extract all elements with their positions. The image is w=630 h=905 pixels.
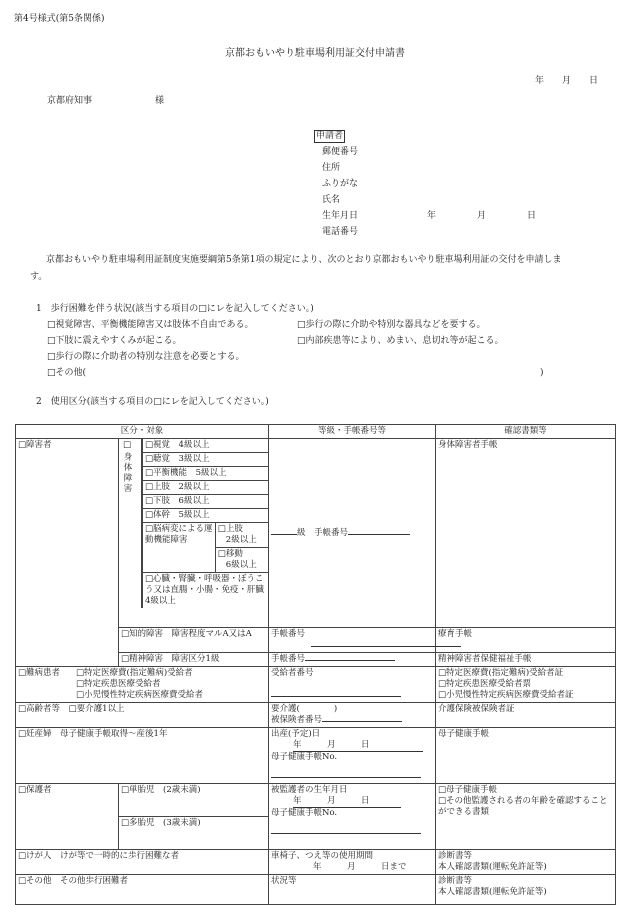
usage-period-label: 車椅子、つえ等の使用期間 [271,851,374,861]
intro-line-2: す。 [30,272,48,282]
furigana-label: ふりがな [322,179,359,189]
physical-doc: 身体障害者手帳 [436,439,616,628]
birth-year: 年 [427,211,437,221]
intractable-item-2[interactable]: □特定疾患医療受給者 [76,679,161,689]
intellectual-checkbox[interactable]: □知的障害 障害程度マルA又はA [119,628,269,653]
brain-upper-checkbox[interactable]: □上肢 [217,524,243,534]
upper-limb-checkbox[interactable]: □上肢 [145,482,171,492]
balance-checkbox[interactable]: □平衡機能 [145,468,188,478]
guardian-handbook-no[interactable]: 母子健康手帳No. [271,808,338,818]
physical-disability-table [142,439,273,608]
intellectual-number[interactable]: 手帳番号 [271,629,306,639]
physical-disability-checkbox[interactable]: □身体障害 [122,440,132,494]
elderly-checkbox[interactable]: □高齢者等 [18,704,61,714]
brain-upper-grade: 2級以上 [225,535,257,545]
brain-move-grade: 6級以上 [225,560,257,570]
applicant-label: 申請者 [316,131,344,141]
intro-line-1: 京都おもいやり駐車場利用証制度実施要綱第5条第1項の規定により、次のとおり京都おもいやり駐車場利用証の交付を申請しま [46,255,562,265]
balance-grade: 5級以上 [195,468,227,478]
other-doc-2: 本人確認書類(運転免許証等) [438,887,547,897]
organ-checkbox[interactable]: □心臓・腎臓・呼吸器・ぼうこう又は直腸・小腸・免疫・肝臓 4級以上 [143,573,269,609]
postal-code-label: 郵便番号 [322,147,359,157]
brain-move-checkbox[interactable]: □移動 [217,549,243,559]
other-doc-1: 診断書等 [438,876,473,886]
intractable-doc-3[interactable]: □小児慢性特定疾病医療費受給者証 [438,690,574,700]
child-birth-field[interactable]: 年 月 日 [293,796,401,808]
mental-doc: 精神障害者保健福祉手帳 [436,653,616,667]
header-grade: 等級・手帳番号等 [269,425,436,439]
single-birth-checkbox[interactable]: □単胎児 (2歳未満) [119,784,269,817]
header-category: 区分・対象 [16,425,269,439]
multiple-birth-checkbox[interactable]: □多胎児 (3歳未満) [119,817,269,850]
birthdate-label: 生年月日 [322,211,359,221]
trunk-grade: 5級以上 [178,510,210,520]
mental-number[interactable]: 手帳番号 [271,654,306,664]
usage-category-table [15,424,616,905]
maternal-handbook-no[interactable]: 母子健康手帳No. [271,752,338,762]
care-level-field[interactable]: 要介護( ) [271,704,338,714]
guardian-doc-1[interactable]: □母子健康手帳 [438,785,498,795]
addressee-honorific: 様 [155,96,165,106]
condition-checkbox-tremor[interactable]: □下肢に震えやすくみが起こる。 [47,336,182,346]
birth-day: 日 [527,211,537,221]
visual-grade: 4級以上 [178,440,210,450]
intractable-doc-1[interactable]: □特定医療費(指定難病)受給者証 [438,668,564,678]
guardian-doc-2[interactable]: □その他監護される者の年齢を確認することができる書類 [438,796,608,817]
injured-checkbox[interactable]: □けが人 けが等で一時的に歩行困難な者 [16,850,269,875]
intractable-checkbox[interactable]: □難病患者 [18,668,61,678]
hearing-checkbox[interactable]: □聴覚 [145,454,171,464]
form-number: 第4号様式(第5条関係) [14,14,105,24]
lower-limb-grade: 6級以上 [178,496,210,506]
address-label: 住所 [322,163,341,173]
guardian-checkbox[interactable]: □保護者 [16,784,119,850]
name-label: 氏名 [322,195,341,205]
upper-limb-grade: 2級以上 [178,482,210,492]
trunk-checkbox[interactable]: □体幹 [145,510,171,520]
pregnant-doc: 母子健康手帳 [436,728,616,784]
addressee: 京都府知事 [47,96,93,106]
other-close-paren: ) [540,368,544,378]
injured-doc-2: 本人確認書類(運転免許証等) [438,862,547,872]
condition-checkbox-internal[interactable]: □内部疾患等により、めまい、息切れ等が起こる。 [297,336,504,346]
status-field[interactable]: 状況等 [269,875,436,905]
birth-month: 月 [477,211,487,221]
lower-limb-checkbox[interactable]: □下肢 [145,496,171,506]
condition-checkbox-other[interactable]: □その他( [47,368,87,378]
mental-checkbox[interactable]: □精神障害 障害区分1級 [119,653,269,667]
intractable-item-3[interactable]: □小児慢性特定疾病医療費受給者 [76,690,204,700]
other-checkbox[interactable]: □その他 その他歩行困難者 [16,875,269,905]
header-documents: 確認書類等 [436,425,616,439]
section2-heading: 2 使用区分(該当する項目の□にレを記入してください。) [36,397,269,407]
insured-number[interactable]: 被保険者番号 [271,715,323,725]
usage-period-field[interactable]: 年 月 日まで [313,862,407,872]
disabled-checkbox[interactable]: □障害者 [18,440,52,450]
condition-checkbox-attention[interactable]: □歩行の際に介助者の特別な注意を必要とする。 [47,352,245,362]
visual-checkbox[interactable]: □視覚 [145,440,171,450]
section1-heading: 1 歩行困難を伴う状況(該当する項目の□にレを記入してください。) [36,304,314,314]
elderly-doc: 介護保険被保険者証 [436,703,616,728]
physical-grade-number[interactable]: 級 手帳番号 [297,527,349,538]
injured-doc-1: 診断書等 [438,851,473,861]
due-date-label: 出産(予定)日 [271,729,321,739]
recipient-number[interactable]: 受給者番号 [271,668,314,678]
due-date-field[interactable]: 年 月 日 [293,740,423,752]
condition-checkbox-visual[interactable]: □視覚障害、平衡機能障害又は肢体不自由である。 [47,320,254,330]
condition-checkbox-assist[interactable]: □歩行の際に介助や特別な器具などを要する。 [297,320,486,330]
page-title: 京都おもいやり駐車場利用証交付申請書 [225,48,405,59]
phone-label: 電話番号 [322,227,359,237]
child-birth-label: 被監護者の生年月日 [271,785,348,795]
pregnant-checkbox[interactable]: □妊産婦 母子健康手帳取得～産後1年 [16,728,269,784]
application-date: 年 月 日 [535,76,599,86]
care-level-checkbox[interactable]: □要介護1以上 [68,704,125,714]
intellectual-doc: 療育手帳 [436,628,616,653]
intractable-item-1[interactable]: □特定医療費(指定難病)受給者 [76,668,193,678]
intractable-doc-2[interactable]: □特定疾患医療受給者票 [438,679,532,689]
hearing-grade: 3級以上 [178,454,210,464]
brain-lesion-checkbox[interactable]: □脳病変による運動機能障害 [143,523,216,573]
